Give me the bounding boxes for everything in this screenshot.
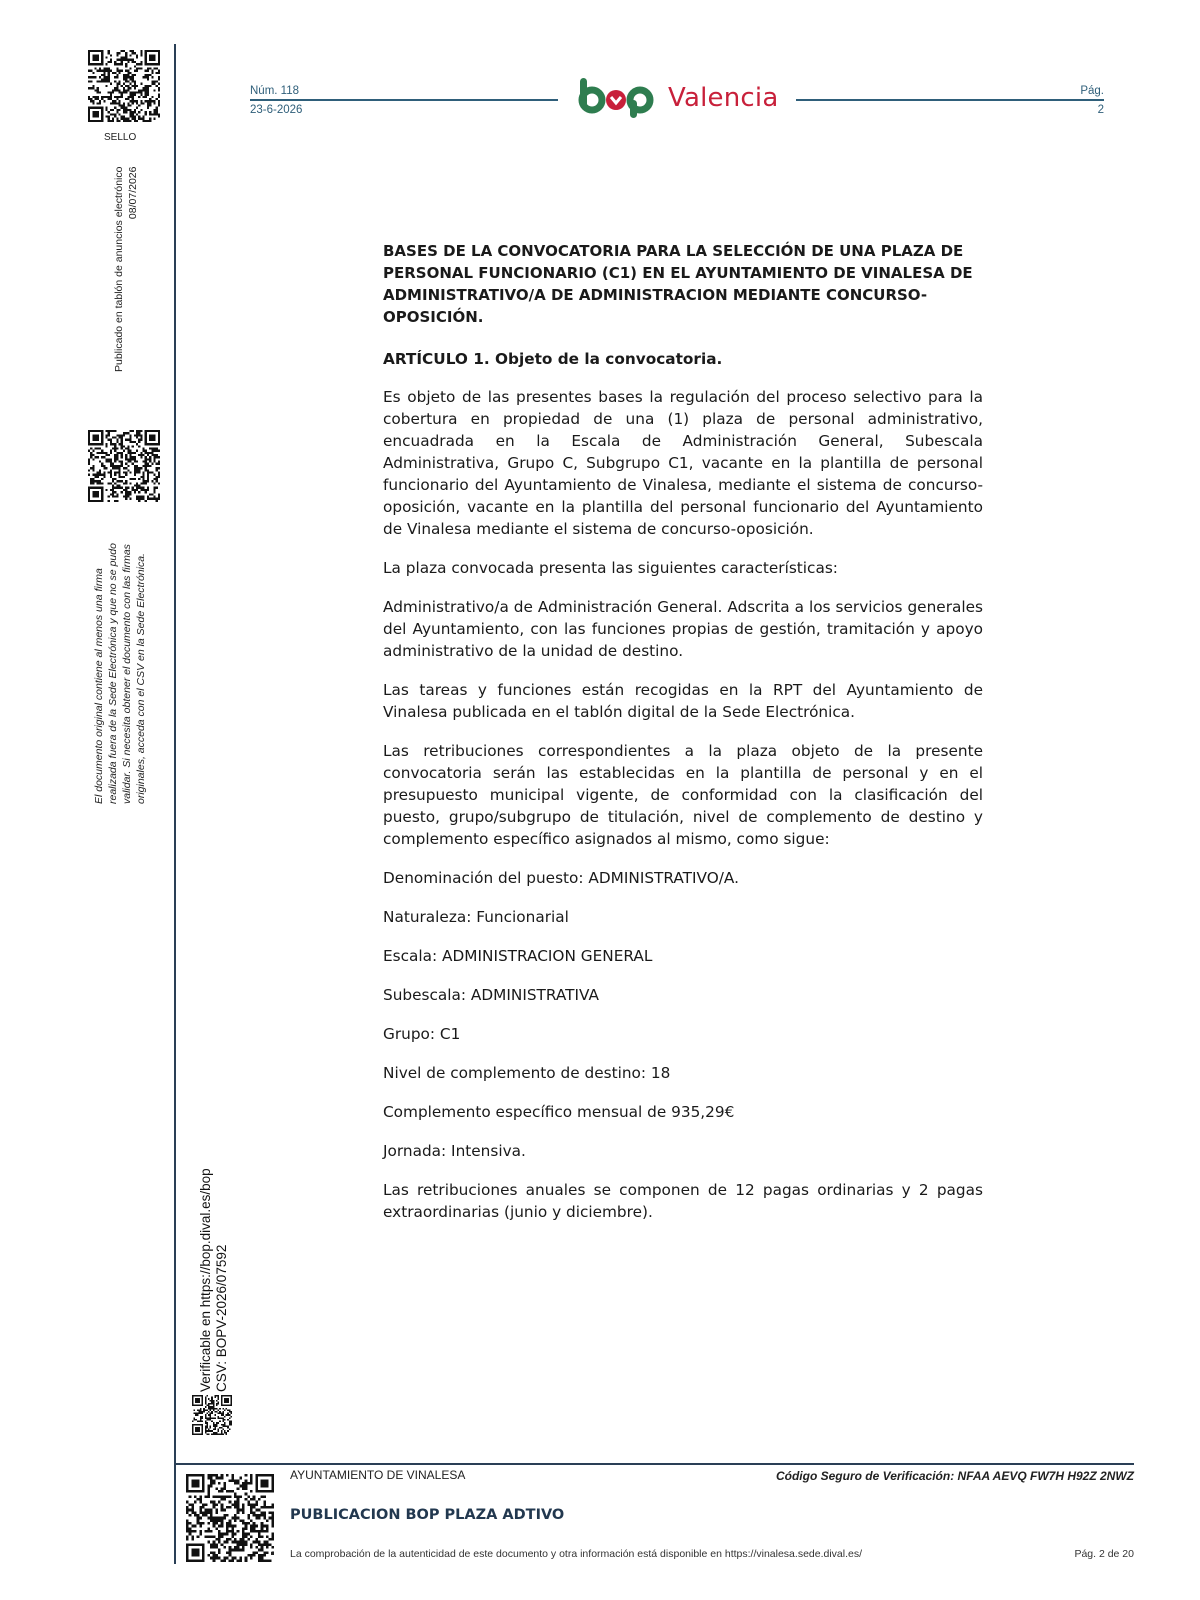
paragraph: Las retribuciones correspondientes a la plaza objeto de la presente convocatoria serán las establecidas en la plantilla de personal y en el presupuesto municipal vigente, de conformidad con la clasificación del puesto, grupo/subgrupo de titulación, nivel de complemento de destino y complemento específico asignados al mismo, como sigue: [383, 742, 983, 848]
paragraph: La plaza convocada presenta las siguientes características: [383, 559, 838, 577]
logo-text: Valencia [668, 83, 779, 113]
paragraph: Las retribuciones anuales se componen de 12 pagas ordinarias y 2 pagas extraordinarias (junio y diciembre). [383, 1181, 983, 1221]
verificable-stamp [198, 1168, 230, 1392]
bop-valencia-logo [578, 76, 778, 120]
footer-dot [271, 1552, 274, 1555]
document-title: BASES DE LA CONVOCATORIA PARA LA SELECCIÓN DE UNA PLAZA DE PERSONAL FUNCIONARIO (C1) EN EL AYUNTAMIENTO DE VINALESA DE ADMINISTRATIVO/A DE ADMINISTRACION MEDIANTE CONCURSO-OPOSICIÓN. [383, 242, 973, 326]
paragraph: Complemento específico mensual de 935,29€ [383, 1103, 735, 1121]
footer-verification-note: La comprobación de la autenticidad de este documento y otra información está disponible en https://vinalesa.sede.dival.es/ [290, 1548, 863, 1560]
qr-code-sello [88, 50, 160, 122]
paragraph: Las tareas y funciones están recogidas en la RPT del Ayuntamiento de Vinalesa publicada en el tablón digital de la Sede Electrónica. [383, 681, 983, 721]
issue-number: Núm. 118 [250, 85, 300, 97]
header-rule-left [250, 99, 558, 101]
article-heading: ARTÍCULO 1. Objeto de la convocatoria. [383, 350, 723, 368]
paragraph: Subescala: ADMINISTRATIVA [383, 986, 599, 1004]
bop-logo-icon [578, 76, 656, 120]
document-body [383, 240, 983, 1240]
paragraph: Nivel de complemento de destino: 18 [383, 1064, 671, 1082]
sello-label: SELLO [104, 132, 137, 143]
qr-code-footer [186, 1474, 274, 1562]
footer-document-title: PUBLICACION BOP PLAZA ADTIVO [290, 1507, 565, 1523]
left-margin-rule [174, 44, 176, 1564]
footer-page-count: Pág. 2 de 20 [1074, 1548, 1134, 1560]
verificable-url: Verificable en https://bop.dival.es/bop [198, 1168, 213, 1392]
paragraph: Denominación del puesto: ADMINISTRATIVO/A. [383, 869, 739, 887]
header-rule-right [796, 99, 1104, 101]
sede-notice: El documento original contiene al menos una firma realizada fuera de la Sede Electrónica y que no se pudo validar. Si necesita obtener el documento con las firmas originales, acceda con el CSV en la Sede Electrónica. [93, 543, 147, 804]
paragraph: Escala: ADMINISTRACION GENERAL [383, 947, 653, 965]
footer-organization: AYUNTAMIENTO DE VINALESA [290, 1468, 466, 1482]
header-right [1080, 82, 1104, 120]
publicado-line-1: Publicado en tablón de anuncios electrónico [113, 166, 125, 372]
publicado-stamp [112, 167, 140, 372]
paragraph: Administrativo/a de Administración General. Adscrita a los servicios generales del Ayuntamiento, con las funciones propias de gestión, tramitación y apoyo administrativo de la unidad de destino. [383, 598, 983, 660]
paragraph: Naturaleza: Funcionarial [383, 908, 569, 926]
paragraph: Jornada: Intensiva. [383, 1142, 526, 1160]
qr-code-publicado [88, 430, 160, 502]
page-label: Pág. [1080, 85, 1104, 97]
paragraph: Es objeto de las presentes bases la regulación del proceso selectivo para la cobertura en propiedad de una (1) plaza de personal administrativo, encuadrada en la Escala de Administración General, Subescala Administrativa, Grupo C, Subgrupo C1, vacante en la plantilla de personal funcionario del Ayuntamiento de Vinalesa, mediante el sistema de concurso-oposición, vacante en la plantilla del personal funcionario del Ayuntamiento de Vinalesa mediante el sistema de concurso-oposición. [383, 388, 983, 538]
issue-date: 23-6-2026 [250, 104, 303, 116]
header-left [250, 82, 302, 120]
footer-rule [176, 1463, 1134, 1465]
footer-csv-code: Código Seguro de Verificación: NFAA AEVQ FW7H H92Z 2NWZ [775, 1469, 1134, 1483]
publicado-line-2: 08/07/2026 [127, 166, 139, 220]
verificable-csv: CSV: BOPV-2026/07592 [214, 1244, 229, 1392]
paragraph: Grupo: C1 [383, 1025, 461, 1043]
page-number: 2 [1097, 104, 1104, 116]
qr-code-verificable [192, 1395, 232, 1435]
